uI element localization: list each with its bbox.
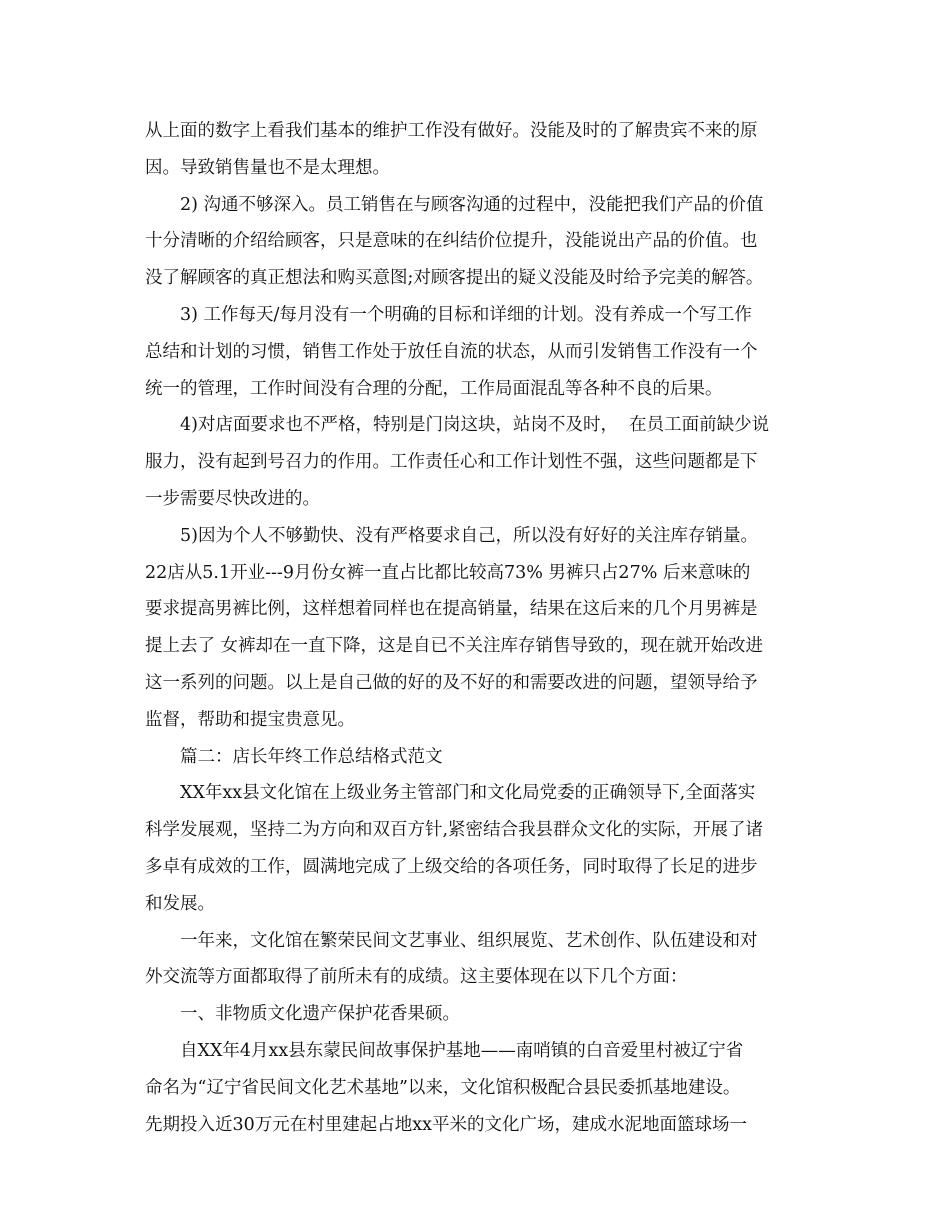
- text-line: 2) 沟通不够深入。员工销售在与顾客沟通的过程中，没能把我们产品的价值: [180, 194, 764, 215]
- text-line: 监督，帮助和提宝贵意见。: [145, 709, 355, 730]
- text-line: 因。导致销售量也不是太理想。: [145, 157, 390, 178]
- text-line: 多卓有成效的工作，圆满地完成了上级交给的各项任务，同时取得了长足的进步: [145, 856, 758, 877]
- section-heading: 篇二：店长年终工作总结格式范文: [180, 746, 443, 767]
- text-line: 外交流等方面都取得了前所未有的成绩。这主要体现在以下几个方面：: [145, 967, 688, 988]
- text-line: 十分清晰的介绍给顾客，只是意味的在纠结价位提升，没能说出产品的价值。也: [145, 231, 758, 252]
- text-line: 先期投入近30万元在村里建起占地xx平米的文化广场，建成水泥地面篮球场一: [145, 1114, 748, 1135]
- subsection-heading: 一、非物质文化遗产保护花香果硕。: [180, 1004, 460, 1025]
- text-line: 5)因为个人不够勤快、没有严格要求自己，所以没有好好的关注库存销量。: [180, 525, 758, 546]
- text-line: 要求提高男裤比例，这样想着同样也在提高销量，结果在这后来的几个月男裤是: [145, 599, 758, 620]
- text-line: 自XX年4月xx县东蒙民间故事保护基地——南哨镇的白音爱里村被辽宁省: [180, 1040, 744, 1061]
- text-line: 服力，没有起到号召力的作用。工作责任心和工作计划性不强，这些问题都是下: [145, 452, 758, 473]
- text-line: 统一的管理，工作时间没有合理的分配，工作局面混乱等各种不良的后果。: [145, 378, 723, 399]
- text-line: 22店从5.1开业---9月份女裤一直占比都比较高73% 男裤只占27% 后来意味的: [145, 562, 751, 583]
- text-line: 从上面的数字上看我们基本的维护工作没有做好。没能及时的了解贵宾不来的原: [145, 121, 758, 141]
- text-line: 4)对店面要求也不严格，特别是门岗这块，站岗不及时， 在员工面前缺少说: [180, 415, 770, 436]
- body-text: [145, 113, 810, 1143]
- text-line: 一步需要尽快改进的。: [145, 488, 320, 509]
- text-line: 没了解顾客的真正想法和购买意图;对顾客提出的疑义没能及时给予完美的解答。: [145, 268, 764, 289]
- text-line: 科学发展观，坚持二为方向和双百方针,紧密结合我县群众文化的实际，开展了诸: [145, 820, 764, 841]
- text-line: 和发展。: [145, 893, 215, 914]
- text-line: 一年来，文化馆在繁荣民间文艺事业、组织展览、艺术创作、队伍建设和对: [180, 930, 758, 951]
- text-line: 命名为“辽宁省民间文化艺术基地”以来，文化馆积极配合县民委抓基地建设。: [145, 1077, 741, 1098]
- text-line: XX年xx县文化馆在上级业务主管部门和文化局党委的正确领导下,全面落实: [180, 783, 756, 804]
- text-line: 这一系列的问题。以上是自己做的好的及不好的和需要改进的问题，望领导给予: [145, 672, 758, 693]
- text-line: 提上去了 女裤却在一直下降，这是自已不关注库存销售导致的，现在就开始改进: [145, 636, 764, 657]
- text-line: 3) 工作每天/每月没有一个明确的目标和详细的计划。没有养成一个写工作: [180, 304, 752, 325]
- text-line: 总结和计划的习惯，销售工作处于放任自流的状态，从而引发销售工作没有一个: [145, 341, 758, 362]
